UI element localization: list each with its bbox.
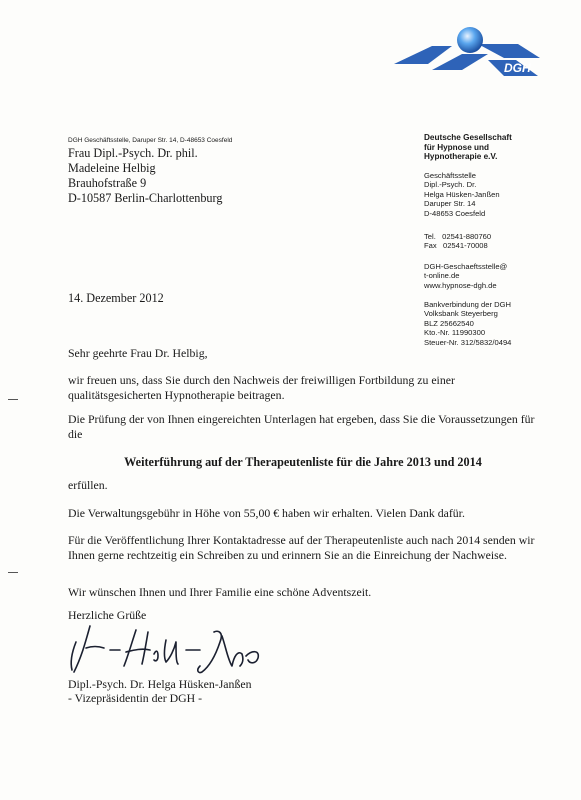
logo-text: DGH [504,61,531,75]
organization-name [424,133,512,162]
paragraph: erfüllen. [68,478,108,492]
punch-mark [8,572,18,573]
office-line: Daruper Str. 14 [424,199,476,209]
email-line: DGH-Geschaeftsstelle@ [424,262,508,271]
bank-line: Volksbank Steyerberg [424,309,498,319]
letter-heading: Weiterführung auf der Therapeutenliste für die Jahre 2013 und 2014 [124,455,482,469]
bank-line: Kto.-Nr. 11990300 [424,328,486,338]
recipient-address [68,146,222,206]
signer-block [68,677,251,705]
paragraph: wir freuen uns, dass Sie durch den Nachweis der freiwilligen Fortbildung zu einer qualitätsgesicherten Hypnotherapie beitragen. [68,373,455,402]
sender-return-line: DGH Geschäftsstelle, Daruper Str. 14, D-48653 Coesfeld [68,137,233,144]
letter-date: 14. Dezember 2012 [68,291,164,305]
office-address [424,171,500,218]
email-line: t-online.de [424,271,460,281]
org-line: für Hypnose und [424,142,490,152]
paragraph: Für die Veröffentlichung Ihrer Kontaktadresse auf der Therapeutenliste auch nach 2014 senden wir Ihnen gerne rechtzeitig ein Schreiben zu und erinnern Sie an die Einreichung der Nachweise. [68,533,535,562]
phone-number: Tel. 02541-880760 [424,232,492,241]
office-line: Helga Hüsken-Janßen [424,189,500,199]
website-url: www.hypnose-dgh.de [424,280,497,290]
paragraph: Die Prüfung der von Ihnen eingereichten Unterlagen hat ergeben, dass Sie die Voraussetzungen für die [68,412,535,441]
office-line: Geschäftsstelle [424,171,476,180]
recipient-line: Brauhofstraße 9 [68,176,147,190]
bank-line: Bankverbindung der DGH [424,300,511,309]
dgh-logo [392,24,542,86]
salutation: Sehr geehrte Frau Dr. Helbig, [68,346,208,360]
handwritten-signature [62,620,272,678]
bank-line: BLZ 25662540 [424,318,474,328]
bank-details [424,300,511,347]
closing: Herzliche Grüße [68,608,147,622]
org-line: Deutsche Gesellschaft [424,133,512,142]
paragraph: Wir wünschen Ihnen und Ihrer Familie eine schöne Adventszeit. [68,585,372,599]
recipient-line: Madeleine Helbig [68,161,156,175]
contact-block [424,232,491,251]
fold-mark [8,399,18,400]
signer-name: Dipl.-Psych. Dr. Helga Hüsken-Janßen [68,677,252,691]
web-block [424,262,507,290]
office-line: D-48653 Coesfeld [424,208,486,218]
signer-title: - Vizepräsidentin der DGH - [68,691,203,705]
recipient-line: Frau Dipl.-Psych. Dr. phil. [68,146,198,160]
paragraph: Die Verwaltungsgebühr in Höhe von 55,00 € haben wir erhalten. Vielen Dank dafür. [68,506,465,520]
org-line: Hypnotherapie e.V. [424,152,498,162]
office-line: Dipl.-Psych. Dr. [424,180,477,190]
bank-line: Steuer-Nr. 312/5832/0494 [424,337,512,347]
recipient-line: D-10587 Berlin-Charlottenburg [68,191,223,205]
fax-number: Fax 02541-70008 [424,241,488,251]
